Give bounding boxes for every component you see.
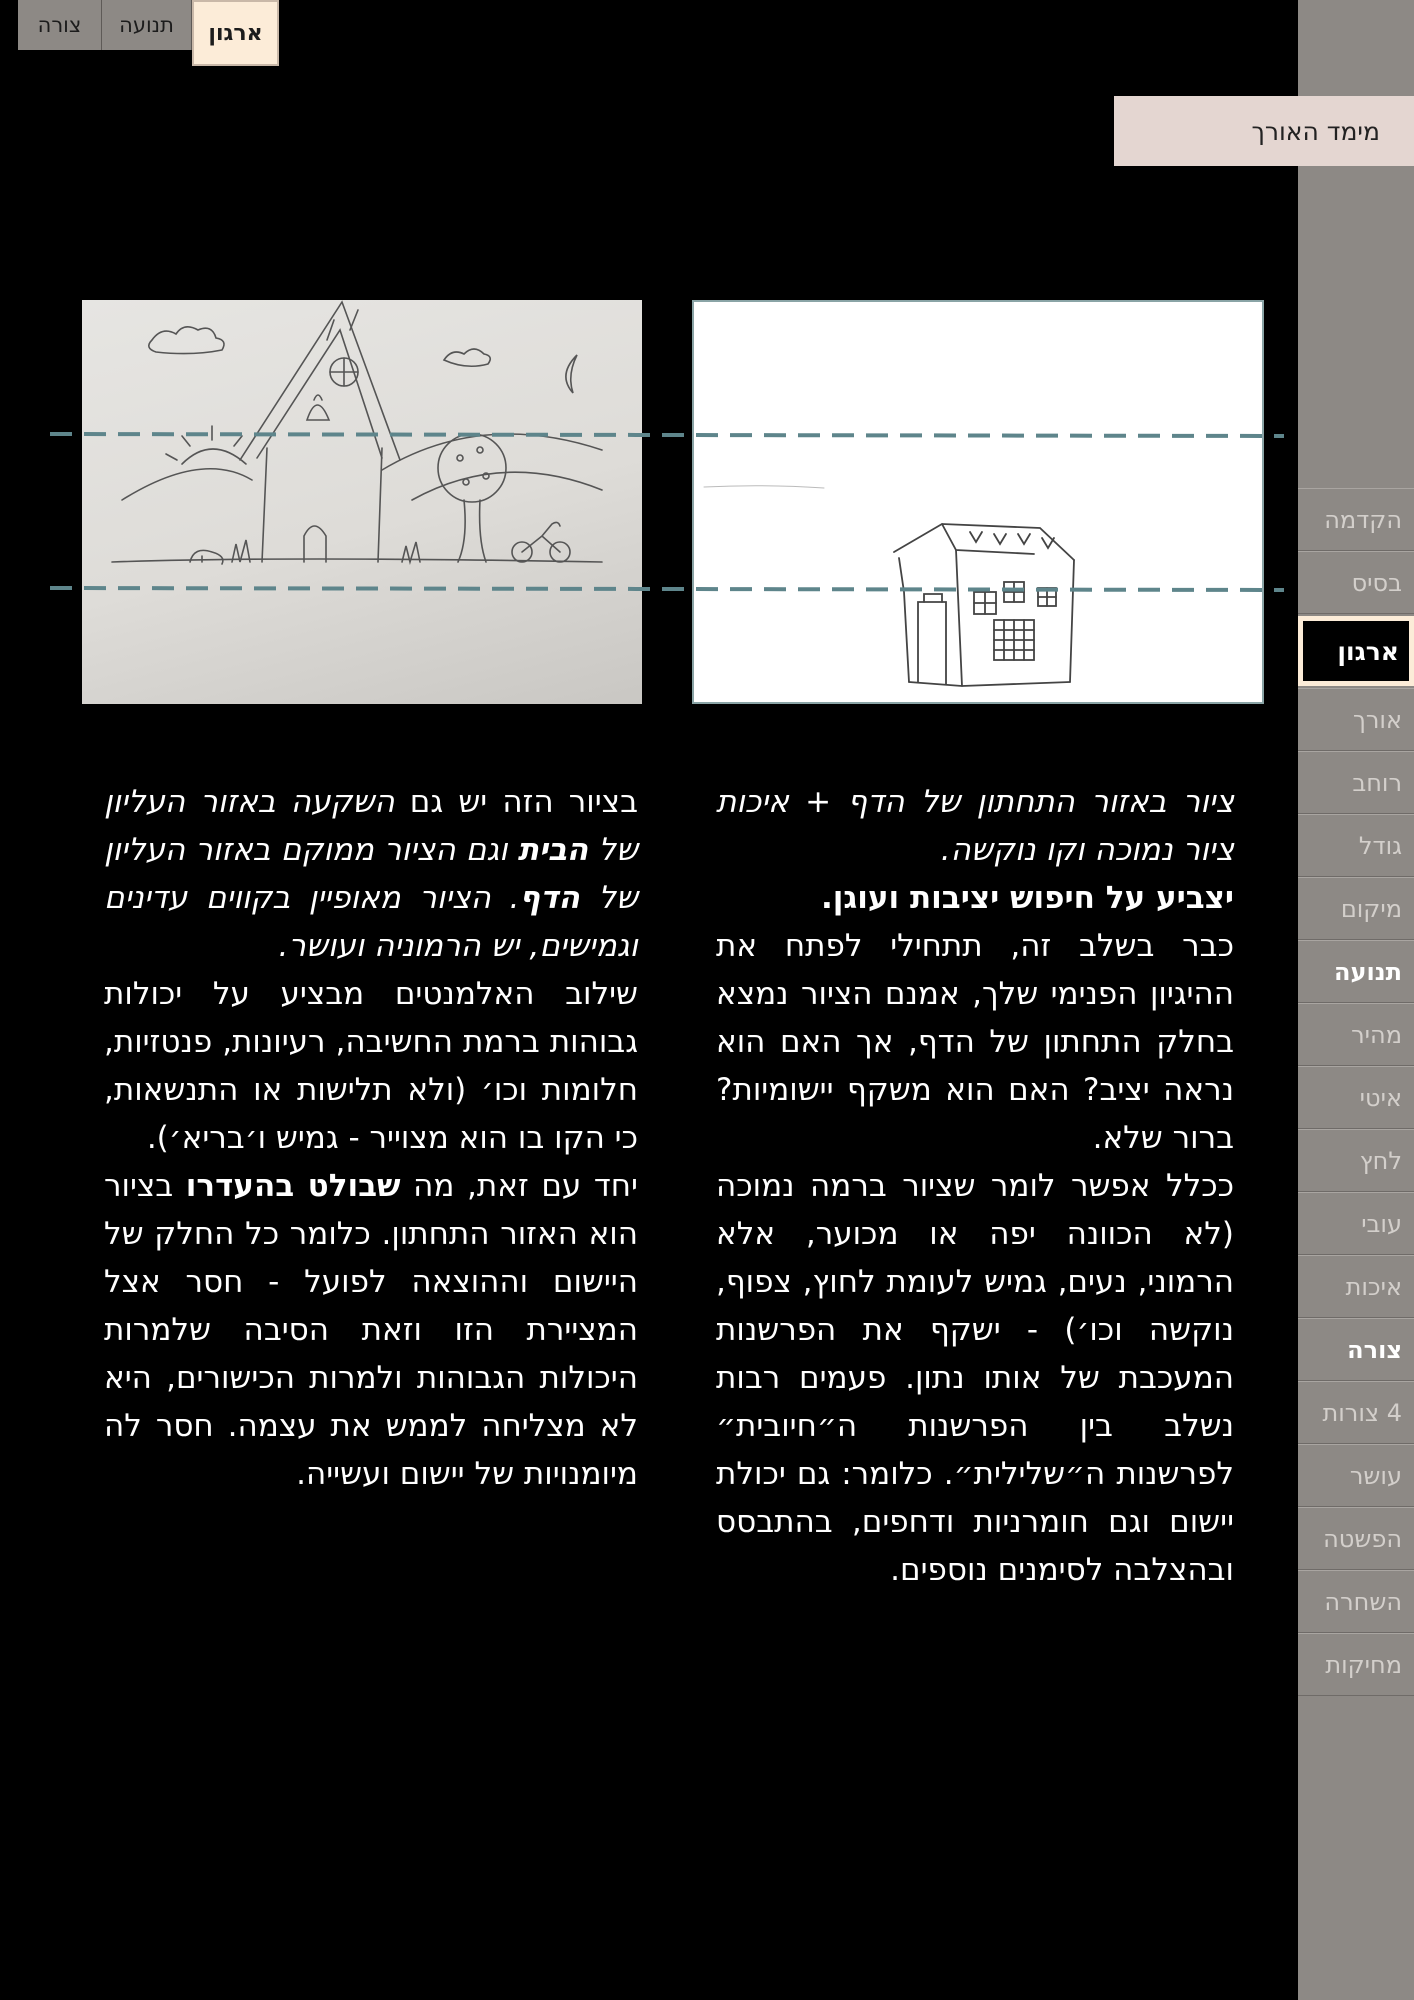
- text-column-left: [104, 778, 638, 1498]
- left-paragraph-1: [104, 778, 638, 970]
- left-paragraph-2: שילוב האלמנטים מבציע על יכולות גבוהות ברמת החשיבה, רעיונות, פנטזיות, חלומות וכו׳ (ולא תלישות או התנשאות, כי הקו בו הוא מצוייר - גמיש ו׳בריא׳).: [104, 976, 638, 1156]
- sidebar-item-richness[interactable]: עושר: [1298, 1444, 1414, 1507]
- sidebar-nav: [1298, 488, 1414, 1696]
- left-p3-absence: שבולט בהעדרו: [185, 1168, 401, 1204]
- guide-line-bottom: [50, 588, 1284, 590]
- right-paragraph-4: ככלל אפשר לומר שציור ברמה נמוכה (לא הכוונה יפה או מכוער, אלא הרמוני, נעים, גמיש לעומת לחוץ, צפוף, נוקשה וכו׳) - ישקף את הפרשנות המעכבת של אותו נתון. פעמים רבות נשלב בין הפרשנות ה״חיובית״ לפרשנות ה״שלילית״. כלומר: גם יכולת יישום וגם חומרניות ודחפים, בהתבסס ובהצלבה לסימנים נוספים.: [716, 1168, 1234, 1588]
- sidebar-item-quality[interactable]: איכות: [1298, 1255, 1414, 1318]
- sidebar-item-organization[interactable]: ארגון: [1298, 616, 1414, 686]
- sidebar-item-movement[interactable]: תנועה: [1298, 940, 1414, 1003]
- sidebar-item-slow[interactable]: איטי: [1298, 1066, 1414, 1129]
- tab-organization[interactable]: ארגון: [192, 0, 279, 66]
- sidebar-item-abstraction[interactable]: הפשטה: [1298, 1507, 1414, 1570]
- left-p3-text-c: בציור הוא האזור התחתון. כלומר כל החלק של היישום וההוצאה לפועל - חסר אצל המציירת הזו וזאת הסיבה שלמרות היכולות הגבוהות ולמרות הכישורים, היא לא מצליחה לממש את עצמה. חסר לה מיומנויות של יישום ועשייה.: [104, 1168, 638, 1492]
- left-p1-text-a: בציור הזה יש גם: [394, 784, 638, 820]
- right-paragraph-1: ציור באזור התחתון של הדף + איכות ציור נמוכה וקו נוקשה.: [716, 784, 1234, 868]
- guide-line-top: [50, 434, 1284, 436]
- sidebar-item-width[interactable]: רוחב: [1298, 751, 1414, 814]
- sidebar-item-4-shapes[interactable]: 4 צורות: [1298, 1381, 1414, 1444]
- sidebar-item-length[interactable]: אורך: [1298, 688, 1414, 751]
- sidebar-item-pressure[interactable]: לחץ: [1298, 1129, 1414, 1192]
- section-title: מימד האורך: [1251, 116, 1380, 146]
- sidebar-item-basis[interactable]: בסיס: [1298, 551, 1414, 614]
- sidebar-item-intro[interactable]: הקדמה: [1298, 488, 1414, 551]
- left-p1-house: הבית: [517, 832, 589, 868]
- text-column-right: [716, 778, 1234, 1594]
- sidebar-item-blackening[interactable]: השחרה: [1298, 1570, 1414, 1633]
- right-paragraph-2: יצביע על חיפוש יציבות ועוגן.: [821, 880, 1234, 916]
- left-p3-text-a: יחד עם זאת, מה: [400, 1168, 638, 1204]
- left-p1-text-d: וגם: [455, 832, 518, 868]
- left-p1-text-e: הציור ממוקם באזור העליון של: [104, 832, 638, 916]
- left-paragraph-3: [104, 1162, 638, 1498]
- tab-movement[interactable]: תנועה: [102, 0, 192, 50]
- sidebar-item-erasures[interactable]: מחיקות: [1298, 1633, 1414, 1696]
- tab-shape[interactable]: צורה: [18, 0, 102, 50]
- sidebar: [1298, 0, 1414, 2000]
- sidebar-item-location[interactable]: מיקום: [1298, 877, 1414, 940]
- right-paragraph-3: כבר בשלב זה, תתחילי לפתח את ההיגיון הפנימי שלך, אמנם הציור נמצא בחלק התחתון של הדף, אך האם הוא נראה יציב? האם הוא משקף יישומיות? ברור שלא.: [716, 928, 1234, 1156]
- sidebar-item-shape[interactable]: צורה: [1298, 1318, 1414, 1381]
- sidebar-item-fast[interactable]: מהיר: [1298, 1003, 1414, 1066]
- left-p1-text-b: השקעה באזור העליון של: [104, 784, 638, 868]
- left-p1-text-g: . הציור מאופיין בקווים עדינים וגמישים, יש הרמוניה ועושר.: [104, 880, 638, 964]
- left-p1-page: הדף: [519, 880, 580, 916]
- sidebar-item-thickness[interactable]: עובי: [1298, 1192, 1414, 1255]
- sidebar-item-size[interactable]: גודל: [1298, 814, 1414, 877]
